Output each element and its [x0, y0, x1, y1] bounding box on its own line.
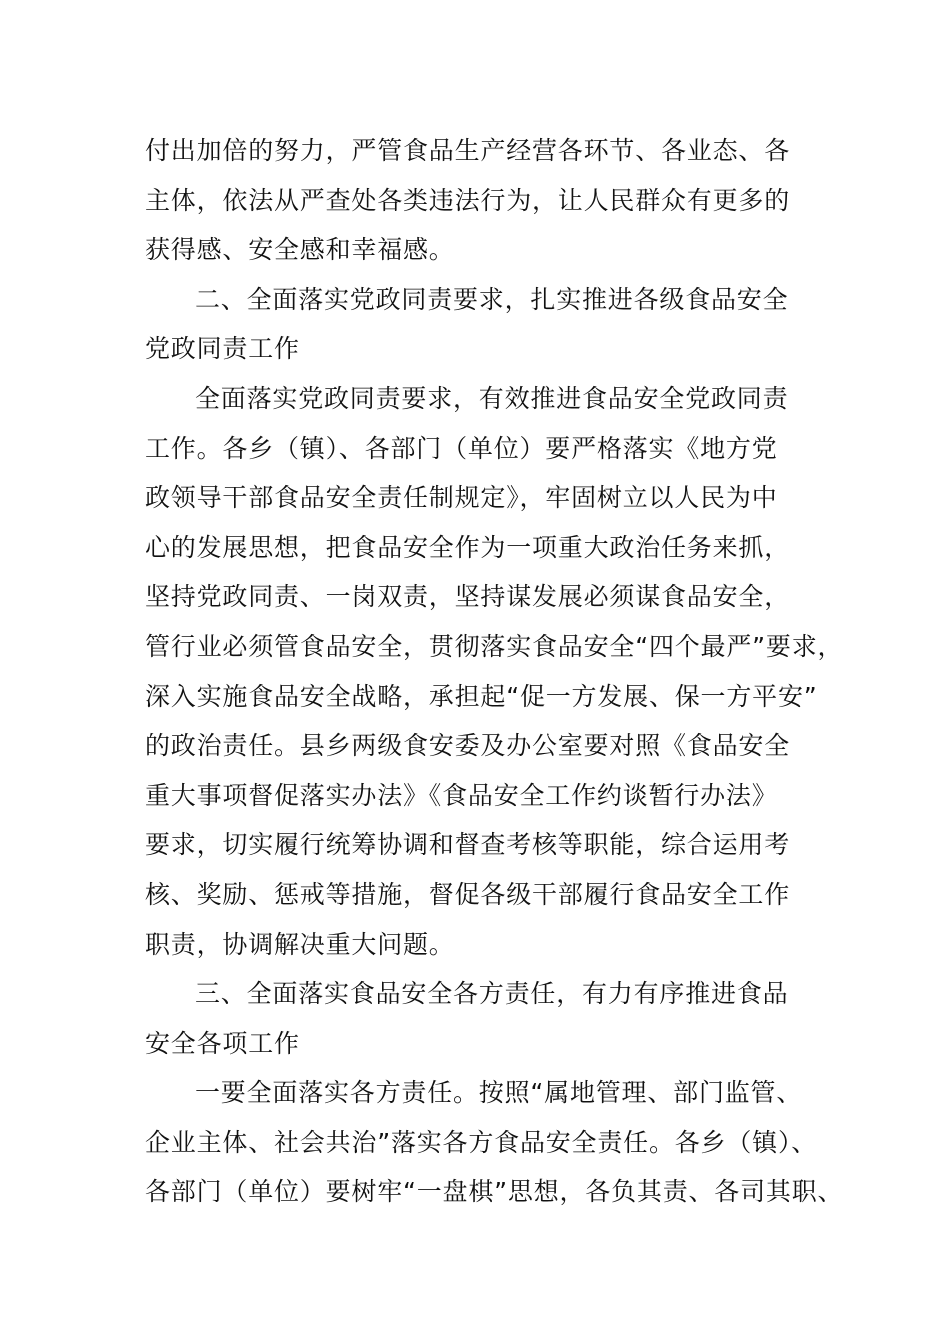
text-line: 政领导干部食品安全责任制规定》，牢固树立以人民为中 [145, 483, 778, 513]
text-line: 企业主体、社会共治”落实各方食品安全责任。各乡（镇）、 [145, 1127, 818, 1157]
text-line: 获得感、安全感和幸福感。 [145, 235, 455, 265]
text-line: 主体，依法从严查处各类违法行为，让人民群众有更多的 [145, 185, 791, 215]
text-line: 重大事项督促落实办法》《食品安全工作约谈暂行办法》 [145, 780, 778, 810]
text-line: 核、奖励、惩戒等措施，督促各级干部履行食品安全工作 [145, 879, 791, 909]
text-line: 深入实施食品安全战略，承担起“促一方发展、保一方平安” [145, 681, 818, 711]
text-line: 工作。各乡（镇）、各部门（单位）要严格落实《地方党 [145, 433, 778, 463]
section-heading-2: 二、全面落实党政同责要求，扎实推进各级食品安全 [195, 284, 789, 314]
text-line: 各部门（单位）要树牢“一盘棋”思想，各负其责、各司其职、 [145, 1177, 844, 1207]
section-heading-3: 三、全面落实食品安全各方责任，有力有序推进食品 [195, 979, 789, 1009]
document-body [145, 126, 844, 1217]
text-line: 心的发展思想，把食品安全作为一项重大政治任务来抓， [145, 532, 791, 562]
text-line: 职责，协调解决重大问题。 [145, 929, 455, 959]
text-line: 的政治责任。县乡两级食安委及办公室要对照《食品安全 [145, 731, 791, 761]
text-line: 要求，切实履行统筹协调和督查考核等职能，综合运用考 [145, 830, 791, 860]
text-line: 坚持党政同责、一岗双责，坚持谋发展必须谋食品安全， [145, 582, 791, 612]
text-line: 付出加倍的努力，严管食品生产经营各环节、各业态、各 [145, 136, 791, 165]
paragraph-start: 全面落实党政同责要求，有效推进食品安全党政同责 [195, 383, 789, 413]
text-line: 管行业必须管食品安全，贯彻落实食品安全“四个最严”要求， [145, 631, 844, 661]
section-heading-2-cont: 党政同责工作 [145, 334, 300, 364]
section-heading-3-cont: 安全各项工作 [145, 1028, 300, 1058]
paragraph-start: 一要全面落实各方责任。按照“属地管理、部门监管、 [195, 1078, 803, 1108]
